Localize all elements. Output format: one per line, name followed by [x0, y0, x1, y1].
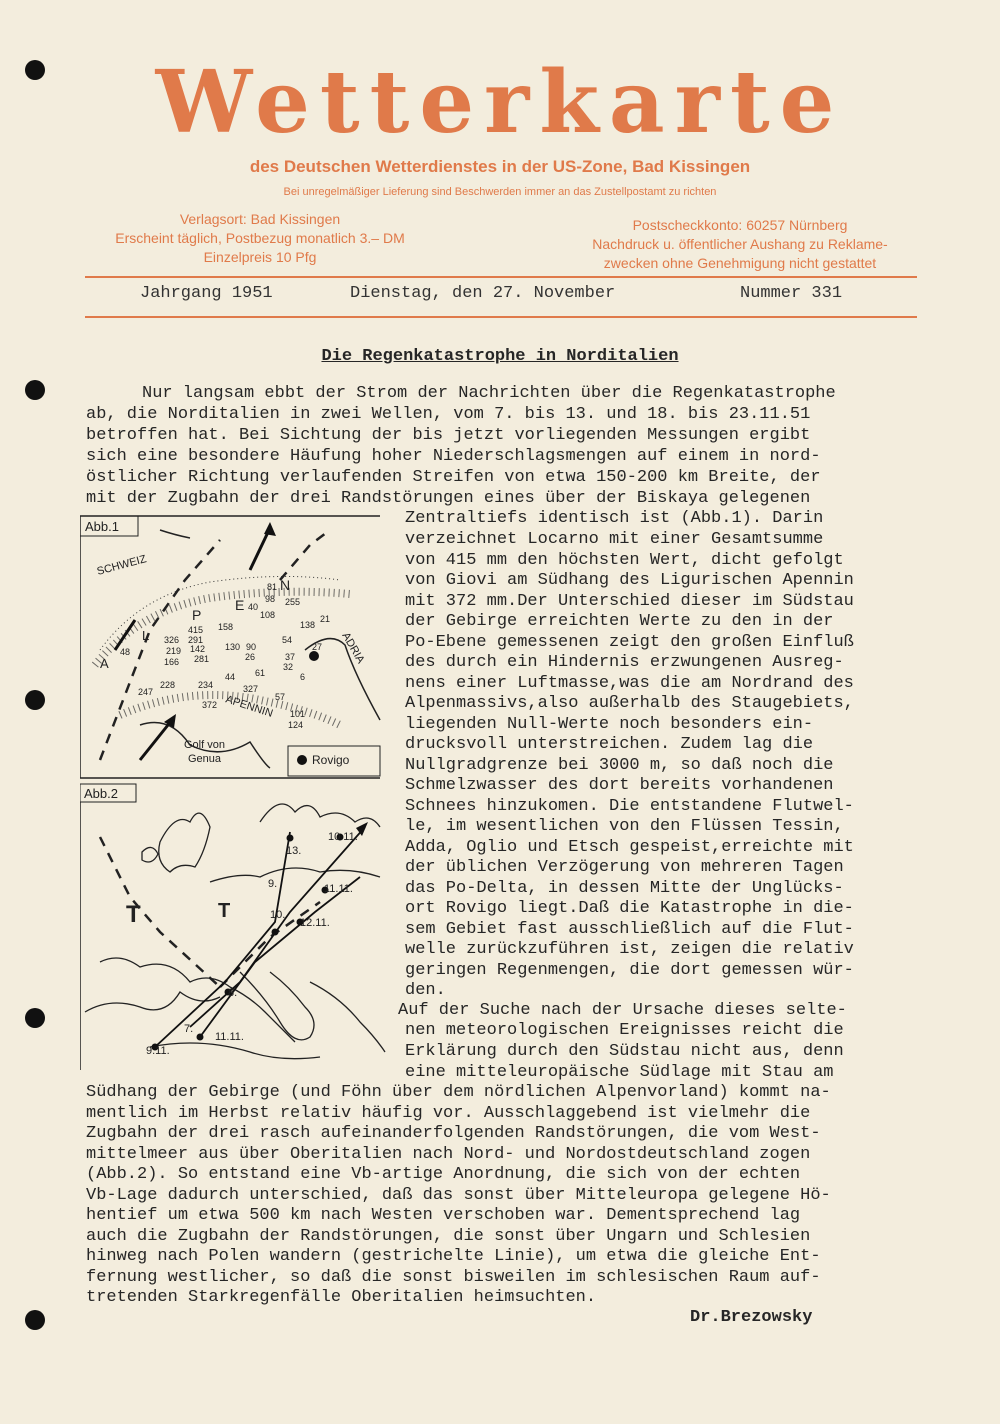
text-line: Südhang der Gebirge (und Föhn über dem nördlichen Alpenvorland) kommt na- [86, 1083, 831, 1102]
text-line: hentief um etwa 500 km nach Westen verschoben war. Dementsprechend lag [86, 1206, 801, 1225]
text-line: Schmelzwasser des dort bereits vorhandenen [405, 776, 834, 795]
issue-number: Nummer 331 [740, 284, 843, 303]
precip-value: 415 [188, 625, 204, 635]
text-line: des durch ein Hindernis erzwungenen Ausreg- [405, 653, 844, 672]
track-date: 11.11. [324, 883, 353, 895]
precip-value: 37 [285, 652, 296, 662]
alps-ridge [100, 576, 340, 650]
text-line: geringen Regenmengen, die dort gemessen wür- [405, 961, 854, 980]
precip-value: 158 [218, 622, 234, 632]
storm-track [190, 827, 365, 1027]
track-date: 13. [286, 845, 302, 857]
precip-value: 21 [320, 614, 331, 624]
text-line: drucksvoll unterstreichen. Zudem lag die [405, 735, 814, 754]
precip-value: 138 [300, 620, 316, 630]
track-point [287, 835, 294, 842]
punch-hole [25, 1310, 45, 1330]
precip-value: 281 [194, 654, 210, 664]
account-line: Postscheckkonto: 60257 Nürnberg [632, 217, 848, 233]
precip-value: 247 [138, 687, 154, 697]
text-line: Schnees hinzukomen. Die entstandene Flutwel- [405, 797, 854, 816]
precip-value: 326 [164, 635, 180, 645]
text-line: Alpenmassivs,also außerhalb des Staugebiets, [405, 694, 854, 713]
north-coast [210, 868, 380, 882]
text-line: fernung westlicher, so daß die sonst bisweilen im schlesischen Raum auf- [86, 1268, 821, 1287]
wind-arrow [115, 620, 135, 650]
text-line: sich eine besondere Häufung hoher Niederschlagsmengen auf einem in nord- [86, 447, 821, 466]
text-line: Vb-Lage dadurch unterschied, daß das sonst über Mitteleuropa gelegene Hö- [86, 1186, 831, 1205]
masthead-title: Wetterkarte [155, 52, 845, 153]
precip-value: 40 [248, 602, 259, 612]
label-alps-a: A [100, 656, 109, 671]
text-line: auch die Zugbahn der Randstörungen, die sonst über Ungarn und Schlesien [86, 1227, 811, 1246]
publisher-line: Verlagsort: Bad Kissingen [179, 211, 341, 227]
issue-date: Dienstag, den 27. November [350, 284, 616, 303]
precip-value: 166 [164, 657, 180, 667]
header-rule-bottom [85, 316, 917, 318]
text-line: Erklärung durch den Südstau nicht aus, denn [405, 1042, 844, 1061]
label-adria: ADRIA [339, 630, 367, 666]
text-line: betroffen hat. Bei Sichtung der bis jetzt vorliegenden Messungen ergibt [86, 426, 811, 445]
precip-value: 101 [290, 709, 306, 719]
publisher-line: Erscheint täglich, Postbezug monatlich 3.– DM [115, 230, 405, 246]
text-line: hinweg nach Polen wandern (gestrichelte Linie), um etwa die gleiche Ent- [86, 1247, 821, 1266]
precip-value: 228 [160, 680, 176, 690]
label-genua: Genua [188, 753, 222, 765]
header-rule-top [85, 276, 917, 278]
text-line: liegenden Null-Werte noch besonders ein- [405, 715, 814, 734]
text-line: ab, die Norditalien in zwei Wellen, vom 7. bis 13. und 18. bis 23.11.51 [86, 405, 811, 424]
text-line: der Gebirge erreichten Werte zu den in der [405, 612, 834, 631]
precip-value: 32 [283, 662, 294, 672]
text-line: den. [405, 981, 446, 1000]
text-line: mittelmeer aus über Oberitalien nach Nord- und Nordostdeutschland zogen [86, 1145, 811, 1164]
publisher-info [95, 210, 425, 267]
precip-value: 54 [282, 635, 293, 645]
legend-label-rovigo: Rovigo [312, 753, 350, 767]
text-line: nen meteorologischen Ereignisses reicht die [405, 1021, 844, 1040]
ireland-outline [142, 847, 158, 862]
precip-value: 291 [188, 635, 204, 645]
text-line: sem Gebiet fast ausschließlich auf die Flut- [405, 920, 854, 939]
text-line: das Po-Delta, in dessen Mitte der Unglücks- [405, 879, 844, 898]
author-signature: Dr.Brezowsky [690, 1308, 813, 1327]
text-line: welle zurückzuführen ist, zeigen die relativ [405, 940, 854, 959]
text-line: mit 372 mm.Der Unterschied dieser im Südstau [405, 592, 854, 611]
track-date: 9. [268, 878, 278, 890]
precip-value: 98 [265, 594, 276, 604]
text-line: Adda, Oglio und Etsch gespeist,erreichte mit [405, 838, 854, 857]
baltic-coast [260, 804, 380, 827]
isoline [280, 530, 330, 580]
italy-outline [240, 972, 314, 1040]
punch-hole [25, 1008, 45, 1028]
figure-precipitation-map [80, 510, 390, 780]
text-line: ort Rovigo liegt.Daß die Katastrophe in die- [405, 899, 854, 918]
precip-value: 219 [166, 646, 182, 656]
delivery-notice: Bei unregelmäßiger Lieferung sind Beschwerden immer an das Zustellpostamt zu richten [283, 186, 717, 198]
text-line: Zugbahn der drei rasch aufeinanderfolgenden Randstörungen, die vom West- [86, 1124, 821, 1143]
track-date: 10.11. [328, 831, 358, 843]
text-line: nens einer Luftmasse,was die am Nordrand des [405, 674, 854, 693]
figure-storm-track-map [80, 782, 390, 1072]
precip-value: 61 [255, 668, 266, 678]
track-date: 8. [228, 987, 238, 999]
article-title: Die Regenkatastrophe in Norditalien [321, 347, 679, 366]
lake-outline [160, 530, 190, 538]
figure-label: Abb.1 [85, 519, 119, 534]
arrow-head [264, 522, 276, 536]
text-line: eine mitteleuropäische Südlage mit Stau am [405, 1063, 834, 1082]
text-line: tretenden Starkregenfälle Oberitalien heimsuchten. [86, 1288, 597, 1307]
track-date: 7. [184, 1023, 194, 1035]
text-line: le, im wesentlichen von den Flüssen Tessin, [405, 817, 844, 836]
precip-value: 327 [243, 684, 259, 694]
label-low-t: T [218, 900, 231, 922]
issue-volume: Jahrgang 1951 [140, 284, 273, 303]
britain-outline [159, 813, 210, 872]
precip-value: 48 [120, 647, 131, 657]
precip-value: 81 [267, 582, 278, 592]
track-point [272, 929, 279, 936]
wind-arrow [140, 720, 172, 760]
precip-value: 27 [312, 642, 323, 652]
track-date: 10. [270, 909, 286, 921]
precip-value: 108 [260, 610, 276, 620]
track-date: 11.11. [215, 1031, 244, 1043]
precip-value: 130 [225, 642, 241, 652]
precip-value: 234 [198, 680, 214, 690]
balkan-coast [310, 982, 385, 1052]
precip-value: 6 [300, 672, 306, 682]
text-line: Zentraltiefs identisch ist (Abb.1). Darin [405, 509, 824, 528]
track-date: 12.11. [300, 917, 330, 929]
label-alps-l: L [142, 628, 150, 643]
precip-value: 57 [275, 692, 286, 702]
track-date: 9.11. [146, 1045, 170, 1057]
rovigo-marker [309, 651, 319, 661]
text-line: Po-Ebene gemessenen zeigt den großen Einfluß [405, 633, 854, 652]
account-line: Nachdruck u. öffentlicher Aushang zu Reklame- [592, 236, 888, 252]
label-low-t: T [126, 901, 141, 928]
text-line: mentlich im Herbst relativ häufig vor. Ausschlaggebend ist vielmehr die [86, 1104, 811, 1123]
precip-value: 142 [190, 644, 206, 654]
precip-value: 255 [285, 597, 301, 607]
label-alps-e: E [235, 597, 245, 613]
punch-hole [25, 380, 45, 400]
precip-value: 90 [246, 642, 257, 652]
account-line: zwecken ohne Genehmigung nicht gestattet [603, 255, 877, 271]
precip-value: 372 [202, 700, 218, 710]
organization-line: des Deutschen Wetterdienstes in der US-Zone, Bad Kissingen [249, 157, 751, 176]
label-schweiz: SCHWEIZ [95, 553, 148, 578]
figure-label: Abb.2 [84, 786, 118, 801]
precip-value: 26 [245, 652, 256, 662]
text-line: der üblichen Verzögerung von mehreren Tagen [405, 858, 844, 877]
text-line: Auf der Suche nach der Ursache dieses selte- [398, 1001, 847, 1020]
legend-marker [297, 755, 307, 765]
africa-coast [150, 1043, 320, 1059]
track-point [197, 1034, 204, 1041]
text-line: (Abb.2). So entstand eine Vb-artige Anordnung, die sich von der echten [86, 1165, 801, 1184]
precip-value: 44 [225, 672, 236, 682]
text-line: von 415 mm den höchsten Wert, dicht gefolgt [405, 551, 844, 570]
text-line: verzeichnet Locarno mit einer Gesamtsumme [405, 530, 824, 549]
text-line: Nur langsam ebbt der Strom der Nachrichten über die Regenkatastrophe [142, 384, 836, 403]
label-apennin: APENNIN [224, 693, 275, 720]
label-golf: Golf von [184, 739, 225, 751]
publisher-line: Einzelpreis 10 Pfg [203, 249, 317, 265]
label-alps-p: P [192, 607, 202, 623]
precip-value: 124 [288, 720, 304, 730]
punch-hole [25, 690, 45, 710]
text-line: von Giovi am Südhang des Ligurischen Apennin [405, 571, 854, 590]
text-line: östlicher Richtung verlaufenden Streifen von etwa 150-200 km Breite, der [86, 468, 821, 487]
label-alps-n: N [280, 577, 291, 593]
text-line: Nullgradgrenze bei 3000 m, so daß noch die [405, 756, 834, 775]
account-info [565, 216, 915, 273]
iberia-coast [85, 992, 220, 1012]
text-line: mit der Zugbahn der drei Randstörungen eines über der Biskaya gelegenen [86, 489, 811, 508]
